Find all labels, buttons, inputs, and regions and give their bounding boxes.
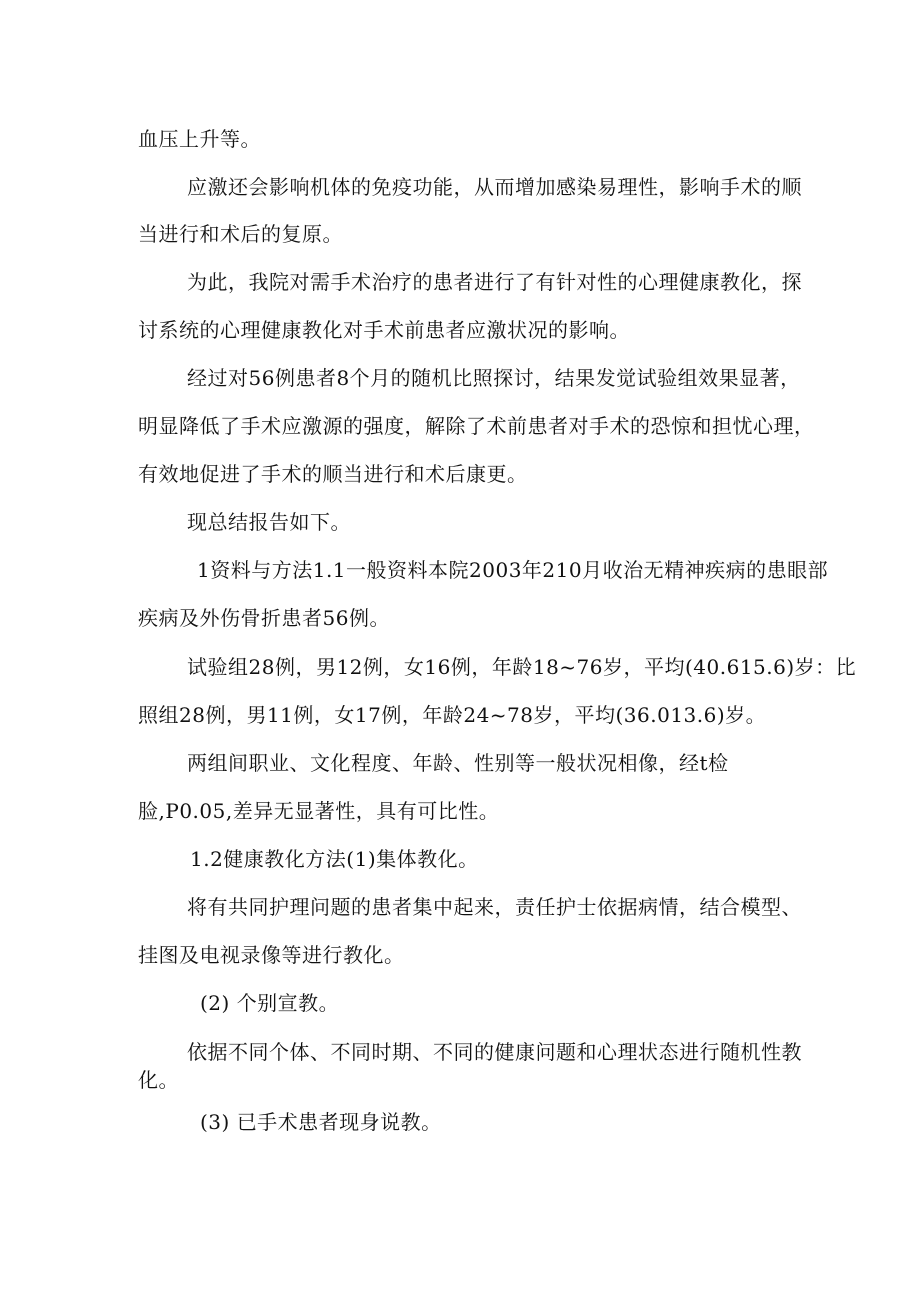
text-line: 将有共同护理问题的患者集中起来，责任护士依据病情，结合模型、 <box>187 895 802 919</box>
text-line: 经过对56例患者8个月的随机比照探讨，结果发觉试验组效果显著， <box>187 366 801 390</box>
text-line: 挂图及电视录像等进行教化。 <box>138 943 405 967</box>
text-line: 明显降低了手术应激源的强度，解除了术前患者对手术的恐惊和担忧心理， <box>138 414 815 438</box>
text-line: 1资料与方法1.1一般资料本院2003年210月收治无精神疾病的患眼部 <box>197 558 829 582</box>
text-line: 当进行和术后的复原。 <box>138 222 343 246</box>
list-item-heading: (3) 已手术患者现身说教。 <box>200 1110 442 1134</box>
text-line: 依据不同个体、不同时期、不同的健康问题和心理状态进行随机性教 <box>187 1040 802 1064</box>
text-line: 两组间职业、文化程度、年龄、性别等一般状况相像，经t检 <box>187 751 729 775</box>
text-line: 化。 <box>138 1068 179 1092</box>
text-line: 有效地促进了手术的顺当进行和术后康更。 <box>138 462 528 486</box>
text-line: 讨系统的心理健康教化对手术前患者应激状况的影响。 <box>138 318 630 342</box>
text-line: 脸,P0.05,差异无显著性，具有可比性。 <box>138 799 500 823</box>
text-line: 试验组28例，男12例，女16例，年龄18~76岁，平均(40.615.6)岁：比 <box>187 655 857 679</box>
text-line: 疾病及外伤骨折患者56例。 <box>138 606 390 630</box>
list-item-heading: (2) 个别宣教。 <box>200 991 340 1015</box>
text-line: 应激还会影响机体的免疫功能，从而增加感染易理性，影响手术的顺 <box>187 175 802 199</box>
text-line: 现总结报告如下。 <box>187 510 351 534</box>
text-line: 血压上升等。 <box>138 127 261 151</box>
text-line: 为此，我院对需手术治疗的患者进行了有针对性的心理健康教化，探 <box>187 270 802 294</box>
text-line: 照组28例，男11例，女17例，年龄24~78岁，平均(36.013.6)岁。 <box>138 703 767 727</box>
section-heading: 1.2健康教化方法(1)集体教化。 <box>190 847 479 871</box>
